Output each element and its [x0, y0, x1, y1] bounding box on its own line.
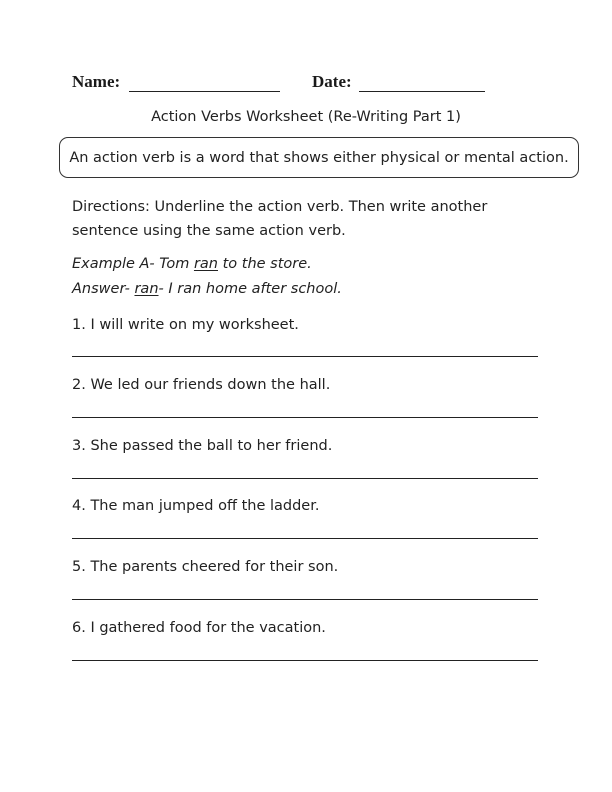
example-prefix: Example A- Tom: [72, 256, 194, 272]
answer-suffix: - I ran home after school.: [158, 281, 342, 297]
answer-verb: ran: [134, 281, 159, 297]
definition-box: [59, 137, 579, 178]
question-2: 2. We led our friends down the hall.: [72, 377, 331, 393]
definition-text: An action verb is a word that shows either physical or mental action.: [69, 149, 569, 166]
question-1: 1. I will write on my worksheet.: [72, 317, 299, 333]
question-5: 5. The parents cheered for their son.: [72, 559, 339, 575]
answer-line-6[interactable]: [72, 660, 538, 661]
answer-line-3[interactable]: [72, 478, 538, 479]
directions-line-1: Directions: Underline the action verb. Then write another: [72, 199, 488, 215]
name-blank-line[interactable]: [129, 91, 280, 92]
question-6: 6. I gathered food for the vacation.: [72, 620, 326, 636]
name-label: Name:: [72, 72, 121, 91]
header-row: [0, 72, 612, 96]
answer-line: [72, 281, 342, 297]
date-blank-line[interactable]: [359, 91, 485, 92]
answer-prefix: Answer-: [72, 281, 135, 297]
directions-line-2: sentence using the same action verb.: [72, 223, 346, 239]
directions: [72, 195, 552, 243]
answer-line-1[interactable]: [72, 356, 538, 357]
answer-line-4[interactable]: [72, 538, 538, 539]
worksheet-title: Action Verbs Worksheet (Re-Writing Part 1): [151, 109, 461, 125]
example-suffix: to the store.: [218, 256, 312, 272]
answer-line-5[interactable]: [72, 599, 538, 600]
example-line: [72, 256, 312, 272]
answer-line-2[interactable]: [72, 417, 538, 418]
date-label: Date:: [312, 72, 352, 91]
question-4: 4. The man jumped off the ladder.: [72, 498, 320, 514]
example-verb: ran: [193, 256, 218, 272]
question-3: 3. She passed the ball to her friend.: [72, 438, 333, 454]
